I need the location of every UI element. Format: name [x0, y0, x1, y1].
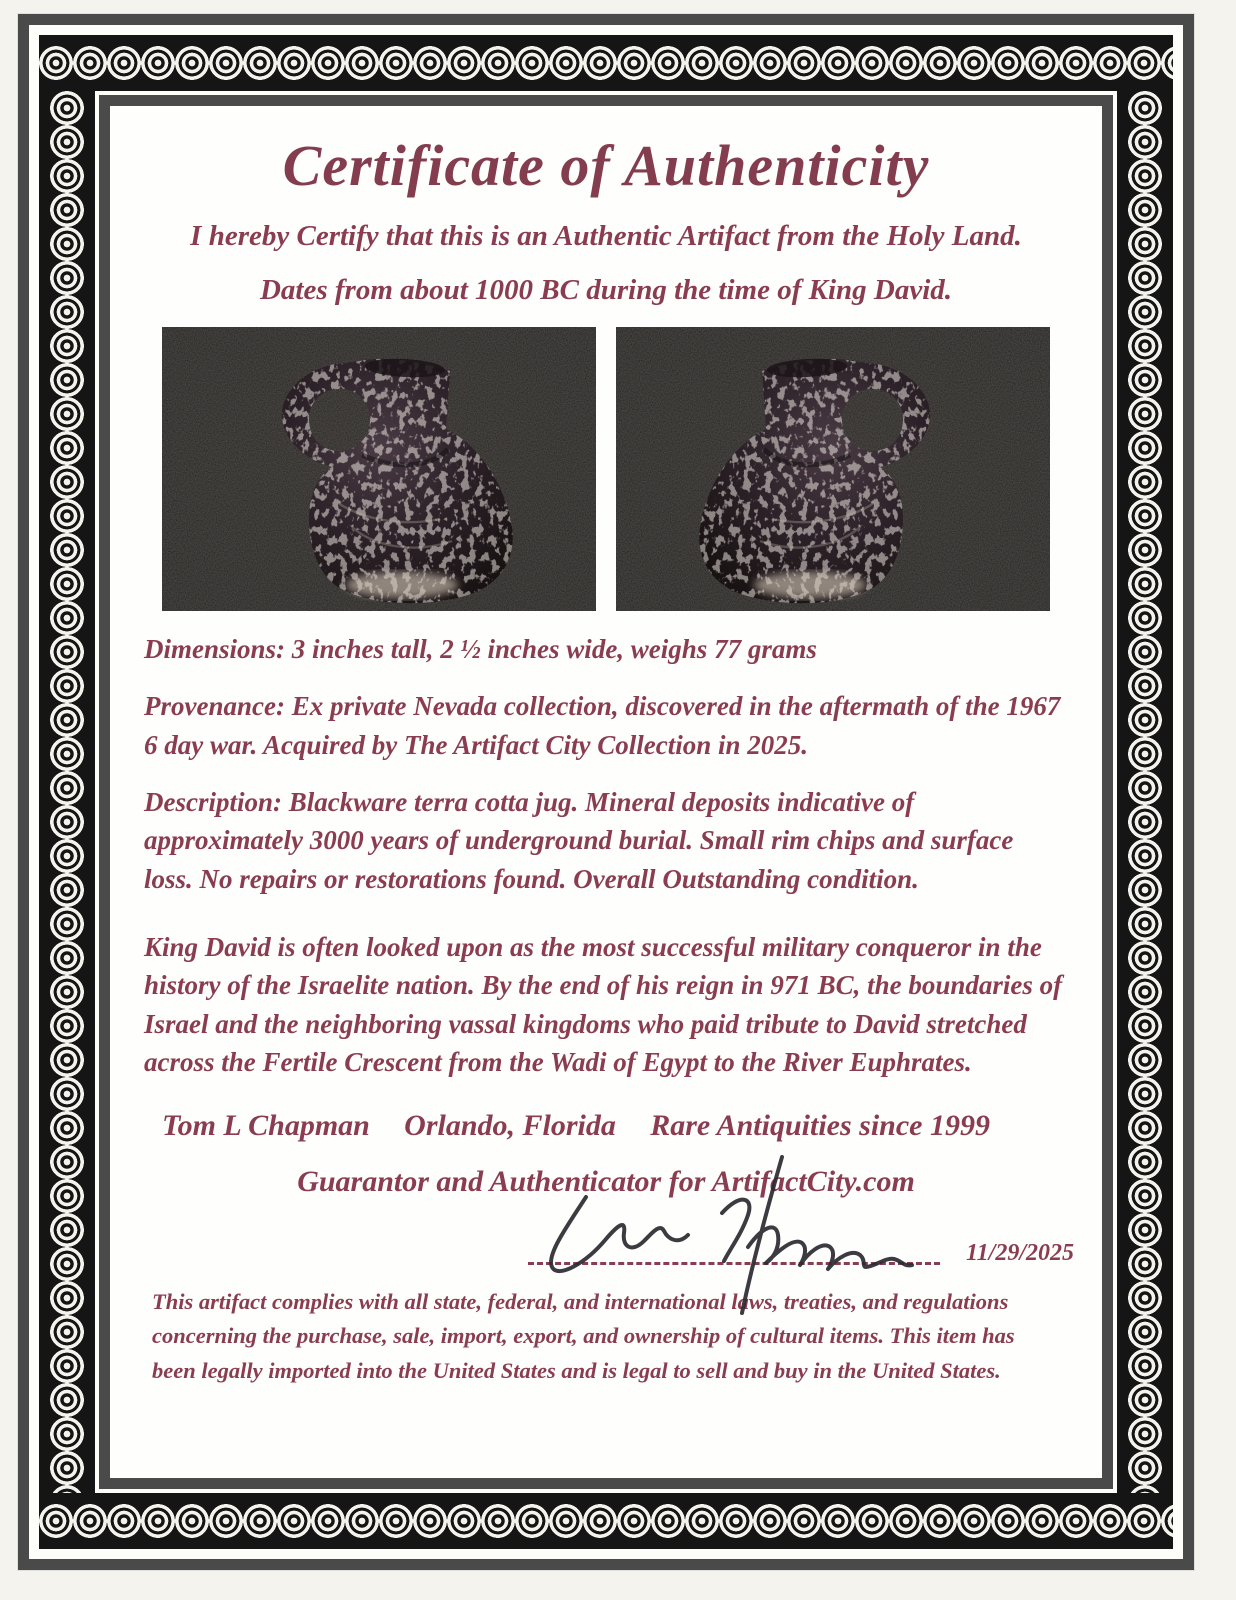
certify-statement: I hereby Certify that this is an Authentic Artifact from the Holy Land. [190, 220, 1022, 252]
decorative-frame [18, 14, 1194, 1570]
dimensions-section [144, 630, 1068, 668]
dimensions-text: 3 inches tall, 2 ½ inches wide, weighs 77 grams [291, 634, 817, 664]
signatory-row [162, 1109, 990, 1143]
artifact-photos [130, 327, 1082, 611]
certificate-content [110, 106, 1102, 1478]
dimensions-label: Dimensions: [144, 634, 286, 664]
signatory-name: Tom L Chapman [162, 1109, 370, 1143]
description-text: Blackware terra cotta jug. Mineral deposits indicative of approximately 3000 years of underground burial. Small rim chips and surface loss. No repairs or restorations found. Overall Outstanding condition. [144, 786, 1014, 894]
signatory-tagline: Rare Antiquities since 1999 [650, 1109, 990, 1143]
provenance-text: Ex private Nevada collection, discovered in the aftermath of the 1967 6 day war. Acquired by The Artifact City Collection in 2025. [144, 691, 1061, 760]
legal-compliance-text: This artifact complies with all state, federal, and international laws, treaties, and regulations concerning the purchase, sale, import, export, and ownership of cultural items. This item has been legally imported into the United States and is legal to sell and buy in the United States. [152, 1289, 1015, 1383]
certificate-title: Certificate of Authenticity [282, 133, 930, 198]
border-ornament-right [1117, 91, 1173, 1493]
border-ornament-bottom [39, 1493, 1173, 1549]
border-ornament-left [39, 91, 95, 1493]
guarantor-line: Guarantor and Authenticator for ArtifactCity.com [297, 1165, 915, 1199]
provenance-section [144, 687, 1068, 764]
border-ornament-top [39, 35, 1173, 91]
inner-border [99, 95, 1113, 1489]
signature-date: 11/29/2025 [966, 1240, 1075, 1267]
artifact-photo-left-view [162, 327, 596, 611]
handwritten-signature [490, 1155, 990, 1325]
provenance-label: Provenance: [144, 691, 285, 722]
artifact-photo-right-view [616, 327, 1050, 611]
description-section [144, 783, 1068, 898]
dating-statement: Dates from about 1000 BC during the time of King David. [259, 274, 953, 306]
description-label: Description: [144, 786, 282, 817]
signatory-location: Orlando, Florida [404, 1109, 616, 1143]
king-david-paragraph: King David is often looked upon as the most successful military conqueror in the history of the Israelite nation. By the end of his reign in 971 BC, the boundaries of Israel and the neighboring vassal kingdoms who paid tribute to David stretched across the Fertile Crescent from the Wadi of Egypt to the River Euphrates. [144, 931, 1063, 1077]
ornament-band-area [39, 35, 1173, 1549]
signature-block [130, 1201, 1082, 1277]
